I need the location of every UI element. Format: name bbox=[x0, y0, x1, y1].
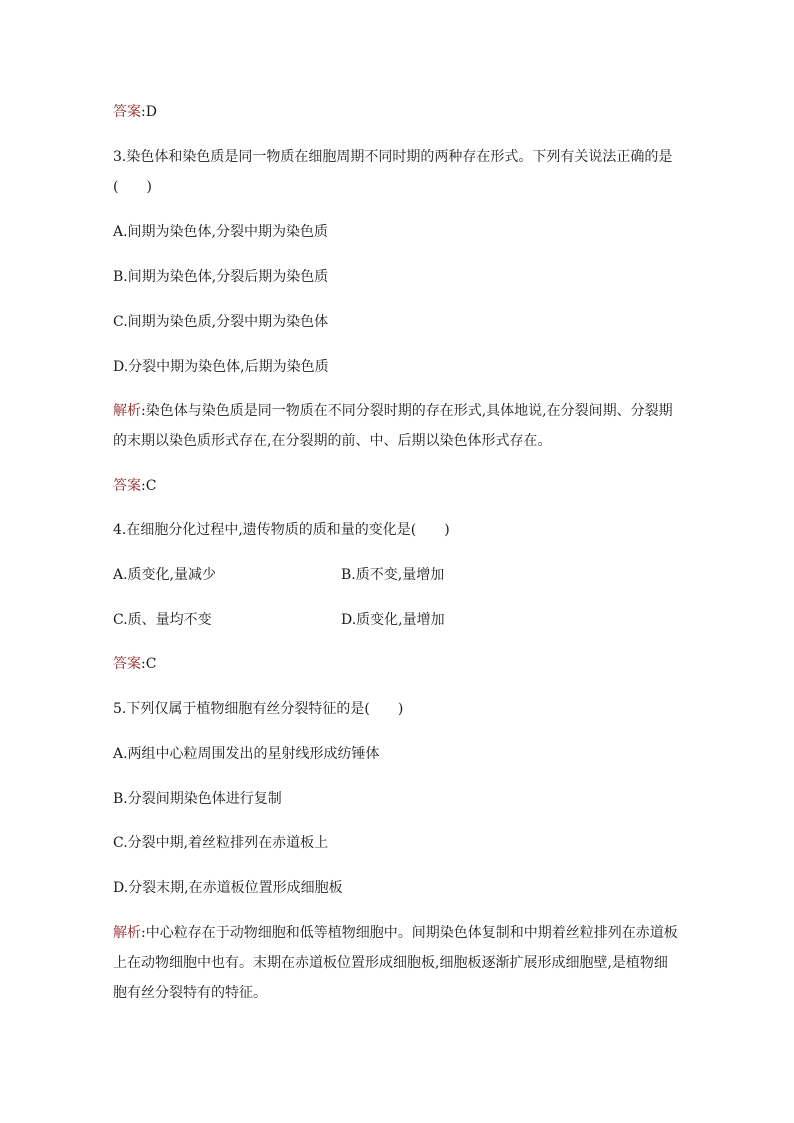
answer-q3 bbox=[113, 476, 156, 496]
q5-option-b: B.分裂间期染色体进行复制 bbox=[113, 791, 282, 807]
q3-option-c: C.间期为染色质,分裂中期为染色体 bbox=[113, 314, 329, 330]
answer-label: 答案 bbox=[113, 656, 141, 672]
q3-option-d: D.分裂中期为染色体,后期为染色质 bbox=[113, 359, 329, 375]
answer-q2 bbox=[113, 102, 157, 122]
q3-analysis-line1 bbox=[113, 401, 673, 421]
answer-value: :C bbox=[141, 656, 157, 672]
q5-option-d: D.分裂末期,在赤道板位置形成细胞板 bbox=[113, 880, 343, 896]
analysis-label: 解析 bbox=[113, 925, 141, 941]
q3-stem: 3.染色体和染色质是同一物质在细胞周期不同时期的两种存在形式。下列有关说法正确的是 bbox=[113, 149, 673, 165]
analysis-text: :染色体与染色质是同一物质在不同分裂时期的存在形式,具体地说,在分裂间期、分裂期 bbox=[141, 403, 673, 419]
answer-label: 答案 bbox=[113, 478, 141, 494]
q3-option-a: A.间期为染色体,分裂中期为染色质 bbox=[113, 224, 329, 240]
answer-q4 bbox=[113, 654, 156, 674]
q4-stem: 4.在细胞分化过程中,遗传物质的质和量的变化是( ) bbox=[113, 522, 450, 538]
q5-analysis-line1 bbox=[113, 923, 678, 943]
q5-option-a: A.两组中心粒周围发出的星射线形成纺锤体 bbox=[113, 746, 380, 762]
answer-label: 答案 bbox=[113, 104, 141, 120]
analysis-text: :中心粒存在于动物细胞和低等植物细胞中。间期染色体复制和中期着丝粒排列在赤道板 bbox=[141, 925, 678, 941]
q5-analysis-line3: 胞有丝分裂特有的特征。 bbox=[113, 985, 267, 1001]
q5-analysis-line2: 上在动物细胞中也有。末期在赤道板位置形成细胞板,细胞板逐渐扩展形成细胞壁,是植物细 bbox=[113, 955, 668, 971]
analysis-label: 解析 bbox=[113, 403, 141, 419]
q3-option-b: B.间期为染色体,分裂后期为染色质 bbox=[113, 269, 329, 285]
q5-stem: 5.下列仅属于植物细胞有丝分裂特征的是( ) bbox=[113, 701, 404, 717]
q4-option-d: D.质变化,量增加 bbox=[341, 612, 445, 628]
answer-value: :C bbox=[141, 478, 157, 494]
q4-option-c: C.质、量均不变 bbox=[113, 612, 212, 628]
q4-options-row1 bbox=[113, 565, 216, 585]
answer-value: :D bbox=[141, 104, 157, 120]
q3-blank: ( ) bbox=[113, 179, 152, 195]
q4-option-b: B.质不变,量增加 bbox=[341, 567, 445, 583]
q4-option-a: A.质变化,量减少 bbox=[113, 567, 217, 583]
q5-option-c: C.分裂中期,着丝粒排列在赤道板上 bbox=[113, 835, 329, 851]
q3-analysis-line2: 的末期以染色质形式存在,在分裂期的前、中、后期以染色体形式存在。 bbox=[113, 433, 552, 449]
